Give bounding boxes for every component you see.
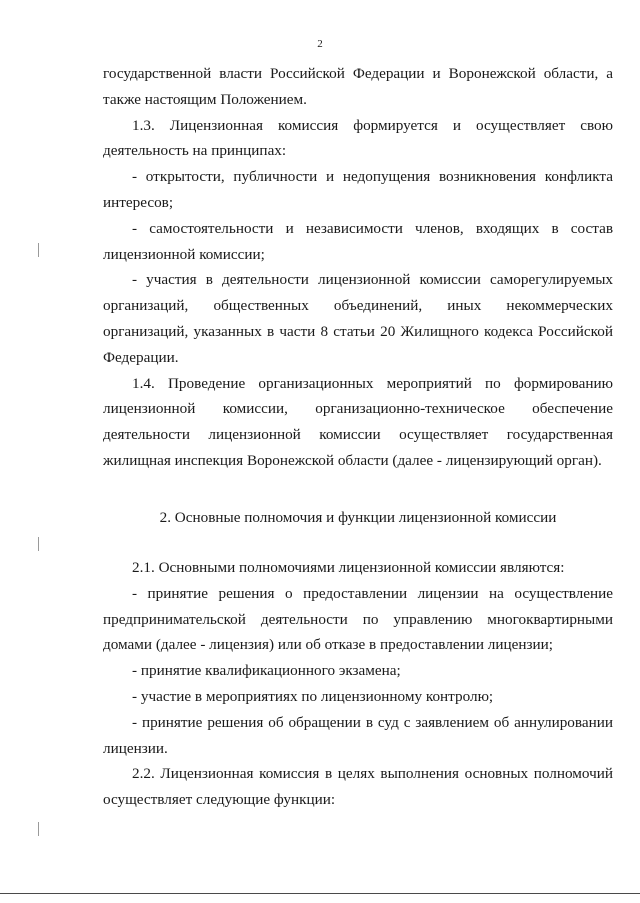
paragraph-1-4: 1.4. Проведение организационных мероприятий по формированию лицензионной комиссии, организационно-техническое обеспечение деятельности лицензионной комиссии осуществляет государственная жилищная инспекция Воронежской области (далее - лицензирующий орган). <box>103 374 613 469</box>
list-item-openness: - открытости, публичности и недопущения возникновения конфликта интересов; <box>103 168 613 211</box>
list-item-participation: - участия в деятельности лицензионной комиссии саморегулируемых организаций, общественных объединений, иных некоммерческих организаций, указанных в части 8 статьи 20 Жилищного кодекса Российской Федерации. <box>103 271 613 366</box>
page-bottom-edge <box>0 893 640 894</box>
margin-mark <box>38 822 39 836</box>
paragraph-1-3: 1.3. Лицензионная комиссия формируется и осуществляет свою деятельность на принципах: <box>103 116 613 160</box>
document-body-part1 <box>103 61 613 474</box>
paragraph-2-1: 2.1. Основными полномочиями лицензионной комиссии являются: <box>132 559 565 576</box>
paragraph-continuation: государственной власти Российской Федерации и Воронежской области, а также настоящим Положением. <box>103 65 613 108</box>
section-2-heading: 2. Основные полномочия и функции лицензионной комиссии <box>159 509 557 526</box>
list-item-qualification-exam: - принятие квалификационного экзамена; <box>132 662 401 680</box>
list-item-court-appeal: - принятие решения об обращении в суд с заявлением об аннулировании лицензии. <box>103 713 613 757</box>
list-item-independence: - самостоятельности и независимости членов, входящих в состав лицензионной комиссии; <box>103 219 613 263</box>
margin-mark <box>38 537 39 551</box>
list-item-license-control: - участие в мероприятиях по лицензионному контролю; <box>132 687 494 705</box>
margin-mark <box>38 243 39 257</box>
page-number: 2 <box>317 38 323 50</box>
list-item-license-decision: - принятие решения о предоставлении лицензии на осуществление предпринимательской деятельности по управлению многоквартирными домами (далее - лицензия) или об отказе в предоставлении лицензии; <box>103 584 613 654</box>
paragraph-2-2: 2.2. Лицензионная комиссия в целях выполнения основных полномочий осуществляет следующие функции: <box>103 765 613 809</box>
document-body-part2 <box>103 555 613 813</box>
